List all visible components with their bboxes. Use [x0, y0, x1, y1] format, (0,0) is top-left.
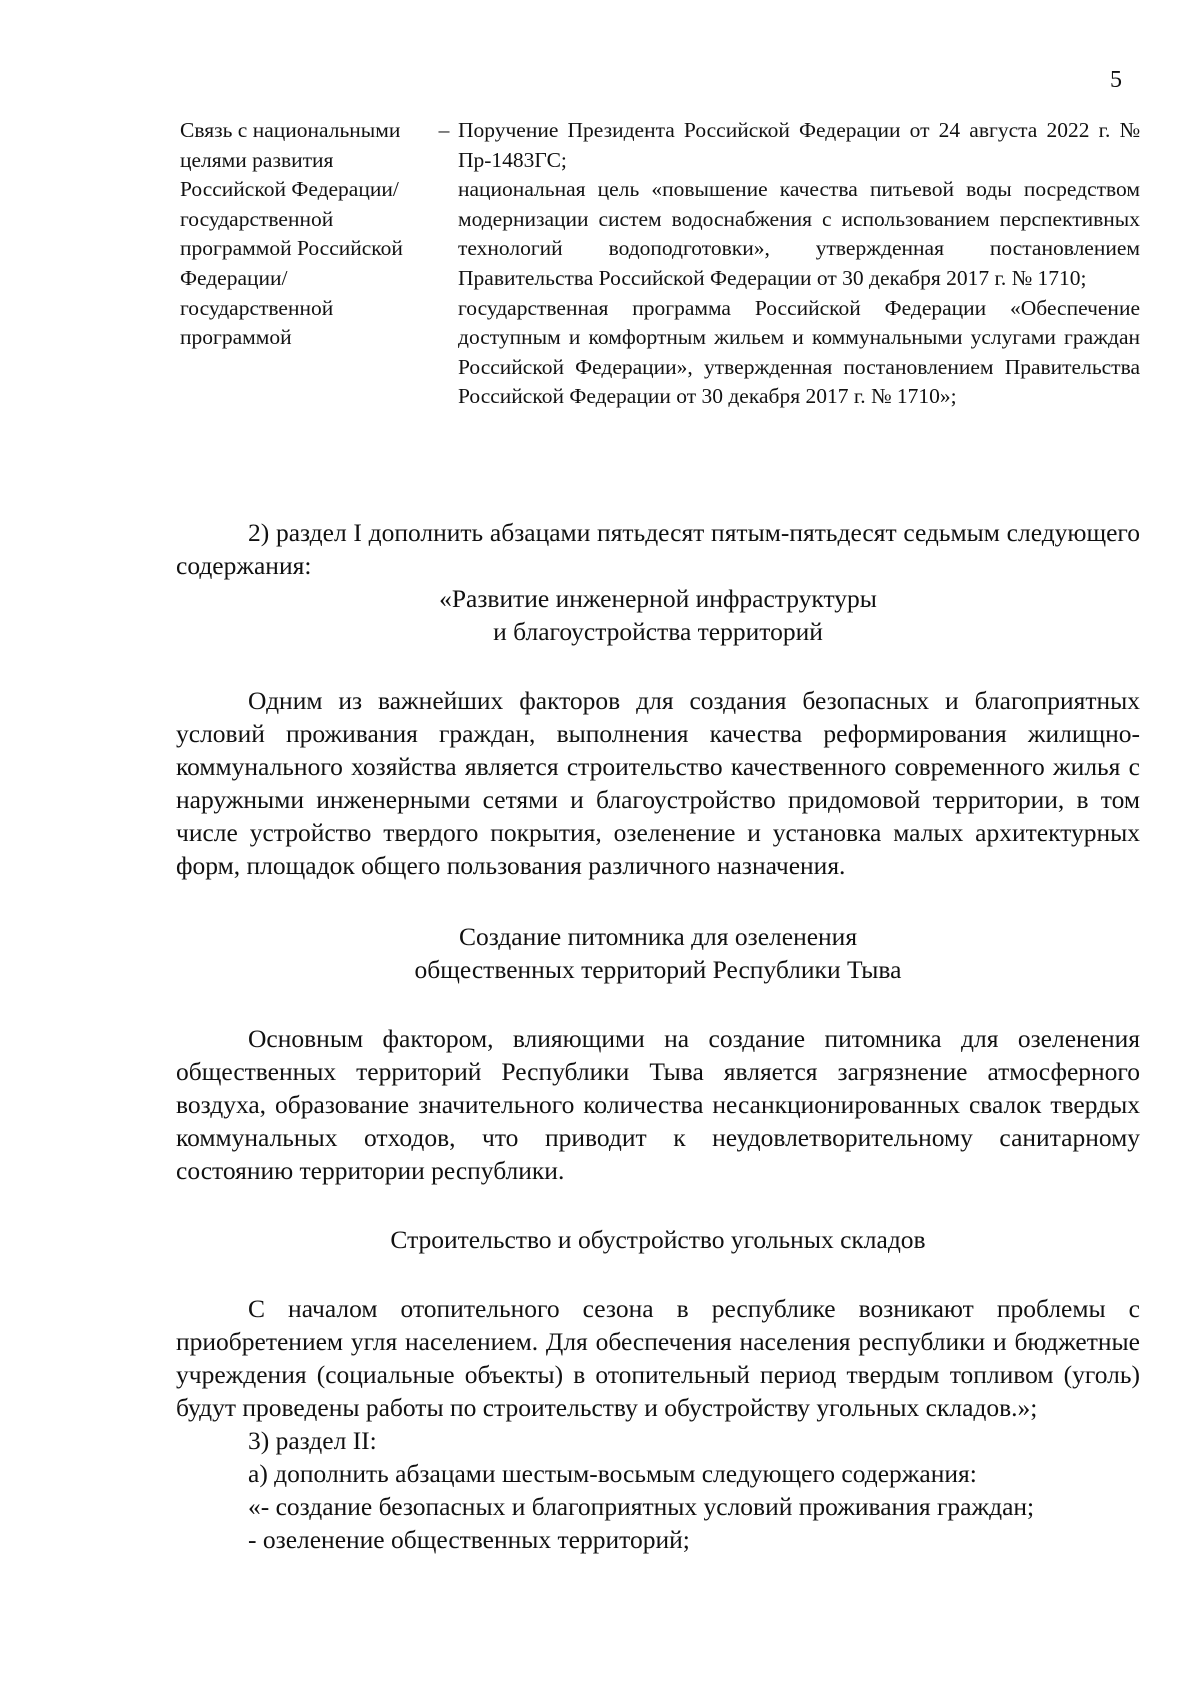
- section-heading-coal-storage: Строительство и обустройство угольных складов: [390, 1225, 926, 1254]
- passport-row-value: [458, 116, 1140, 412]
- bullet-item: - озеленение общественных территорий;: [248, 1525, 690, 1554]
- passport-row-dash: –: [438, 118, 450, 142]
- document-body: [176, 516, 1140, 1556]
- passport-item: национальная цель «повышение качества питьевой воды посредством модернизации систем водоснабжения с использованием перспективных технологий водоподготовки», утвержденная постановлением Правительства Российской Федерации от 30 декабря 2017 г. № 1710;: [458, 177, 1140, 290]
- paragraph-nursery: Основным фактором, влияющими на создание питомника для озеленения общественных территорий Республики Тыва является загрязнение атмосферного воздуха, образование значительного количества несанкционированных свалок твердых коммунальных отходов, что приводит к неудовлетворительному санитарному состоянию территории республики.: [176, 1024, 1140, 1185]
- passport-table-row: [180, 116, 1140, 412]
- passport-row-label: Связь с национальными целями развития Российской Федерации/ государственной программой Российской Федерации/ государственной программой: [180, 118, 403, 350]
- paragraph-infrastructure: Одним из важнейших факторов для создания безопасных и благоприятных условий проживания граждан, выполнения качества реформирования жилищно-коммунального хозяйства является строительство качественного современного жилья с наружными инженерными сетями и благоустройство придомовой территории, в том числе устройство твердого покрытия, озеленение и установка малых архитектурных форм, площадок общего пользования различного назначения.: [176, 686, 1140, 880]
- section-heading-infrastructure-line2: и благоустройства территорий: [493, 617, 823, 646]
- section-heading-infrastructure-line1: «Развитие инженерной инфраструктуры: [439, 584, 877, 613]
- paragraph-coal-storage: С началом отопительного сезона в республике возникают проблемы с приобретением угля населением. Для обеспечения населения республики и бюджетные учреждения (социальные объекты) в отопительный период твердым топливом (уголь) будут проведены работы по строительству и обустройству угольных складов.»;: [176, 1294, 1140, 1422]
- section-heading-nursery-line2: общественных территорий Республики Тыва: [414, 955, 902, 984]
- amendment-item-3a: а) дополнить абзацами шестым-восьмым следующего содержания:: [248, 1459, 977, 1488]
- passport-item: государственная программа Российской Федерации «Обеспечение доступным и комфортным жильем и коммунальными услугами граждан Российской Федерации», утвержденная постановлением Правительства Российской Федерации от 30 декабря 2017 г. № 1710»;: [458, 295, 1140, 409]
- bullet-item: «- создание безопасных и благоприятных условий проживания граждан;: [248, 1492, 1035, 1521]
- amendment-item-3: 3) раздел II:: [248, 1426, 377, 1455]
- passport-item: Поручение Президента Российской Федерации от 24 августа 2022 г. № Пр-1483ГС;: [458, 118, 1140, 172]
- section-heading-nursery-line1: Создание питомника для озеленения: [458, 922, 858, 951]
- amendment-item-2: 2) раздел I дополнить абзацами пятьдесят пятым-пятьдесят седьмым следующего содержания:: [176, 518, 1140, 580]
- page-number: 5: [1110, 67, 1122, 93]
